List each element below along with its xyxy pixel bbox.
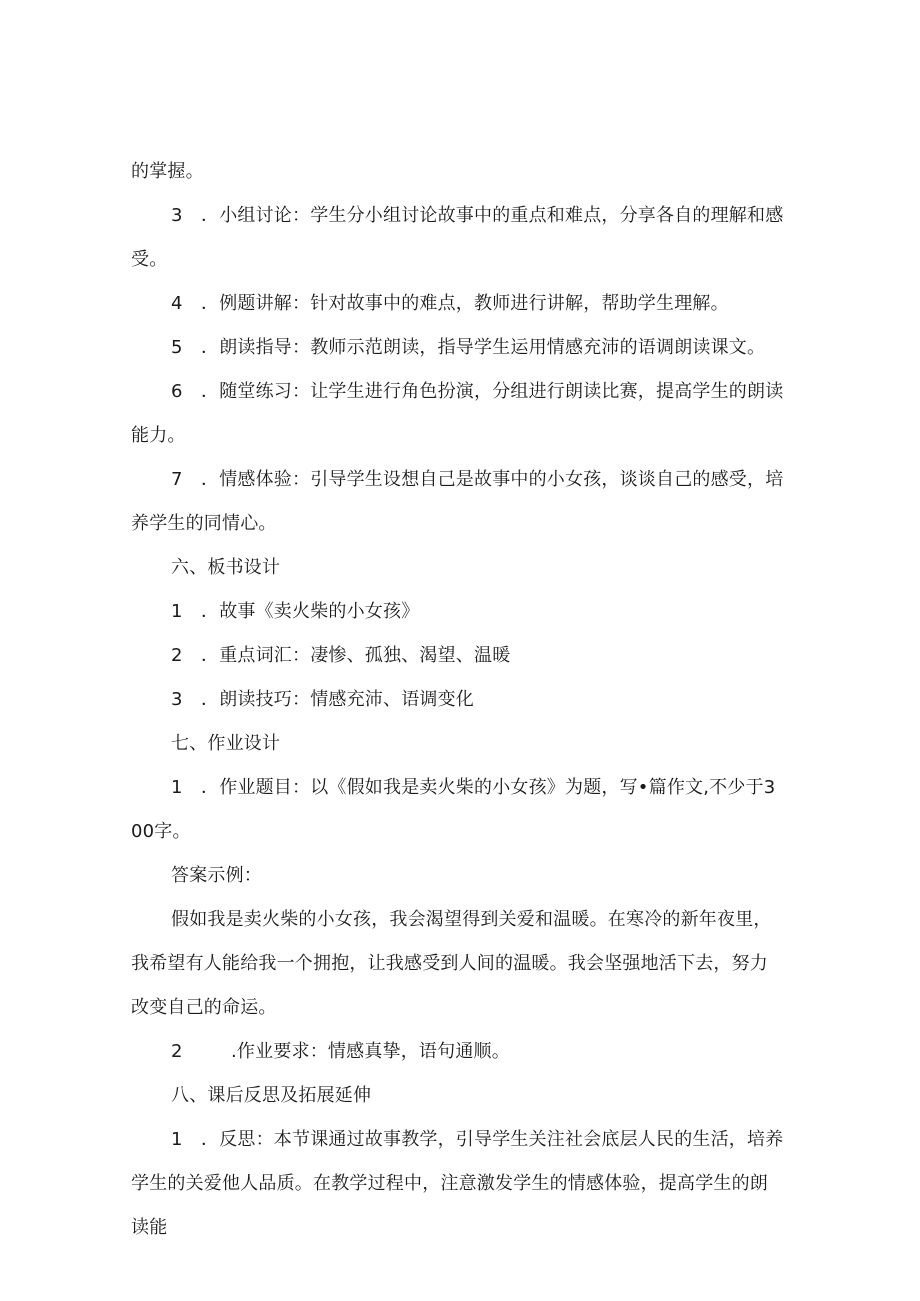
section-heading-board-design: 六、板书设计 bbox=[171, 557, 281, 578]
item-text: ．重点词汇：凄惨、孤独、渴望、温暖 bbox=[201, 645, 511, 666]
item-text: ．朗读技巧：情感充沛、语调变化 bbox=[201, 689, 474, 710]
list-item bbox=[131, 194, 786, 282]
item-number: 1 bbox=[171, 601, 183, 622]
item-text: ．作业题目：以《假如我是卖火柴的小女孩》为题，写•篇作文,不少于300字。 bbox=[131, 777, 776, 842]
item-number: 3 bbox=[171, 689, 183, 710]
list-item bbox=[131, 370, 786, 458]
answer-example-text: 假如我是卖火柴的小女孩，我会渴望得到关爱和温暖。在寒冷的新年夜里，我希望有人能给我一个拥抱，让我感受到人间的温暖。我会坚强地活下去，努力改变自己的命运。 bbox=[131, 909, 772, 1018]
item-text: ．故事《卖火柴的小女孩》 bbox=[201, 601, 420, 622]
list-item bbox=[131, 590, 786, 634]
section-heading-reflection: 八、课后反思及拓展延伸 bbox=[171, 1085, 372, 1106]
list-item bbox=[131, 1030, 786, 1074]
item-number: 3 bbox=[171, 205, 183, 226]
document-body bbox=[131, 150, 786, 1250]
item-number: 1 bbox=[171, 1129, 183, 1150]
item-number: 6 bbox=[171, 381, 183, 402]
list-item bbox=[131, 282, 786, 326]
item-number: 5 bbox=[171, 337, 183, 358]
list-item bbox=[131, 634, 786, 678]
text-fragment: 的掌握。 bbox=[131, 161, 204, 182]
text-line bbox=[131, 150, 786, 194]
section-heading-homework-design: 七、作业设计 bbox=[171, 733, 281, 754]
item-text: ．例题讲解：针对故事中的难点，教师进行讲解，帮助学生理解。 bbox=[201, 293, 729, 314]
item-number: 7 bbox=[171, 469, 183, 490]
list-item bbox=[131, 326, 786, 370]
item-text: .作业要求：情感真挚，语句通顺。 bbox=[231, 1041, 510, 1062]
item-text: ．朗读指导：教师示范朗读，指导学生运用情感充沛的语调朗读课文。 bbox=[201, 337, 766, 358]
item-number: 1 bbox=[171, 777, 183, 798]
answer-example-label: 答案示例： bbox=[171, 865, 262, 886]
list-item bbox=[131, 678, 786, 722]
item-number: 4 bbox=[171, 293, 183, 314]
item-text: ．情感体验：引导学生设想自己是故事中的小女孩，谈谈自己的感受，培养学生的同情心。 bbox=[131, 469, 784, 534]
list-item bbox=[131, 766, 786, 854]
item-number: 2 bbox=[171, 645, 183, 666]
item-text: ．随堂练习：让学生进行角色扮演，分组进行朗读比赛，提高学生的朗读能力。 bbox=[131, 381, 784, 446]
item-text: ．小组讨论：学生分小组讨论故事中的重点和难点，分享各自的理解和感受。 bbox=[131, 205, 784, 270]
list-item bbox=[131, 458, 786, 546]
item-number: 2 bbox=[171, 1041, 183, 1062]
item-text: ．反思：本节课通过故事教学，引导学生关注社会底层人民的生活，培养学生的关爱他人品质。在教学过程中，注意激发学生的情感体验，提高学生的朗读能 bbox=[131, 1129, 784, 1238]
list-item bbox=[131, 1118, 786, 1250]
